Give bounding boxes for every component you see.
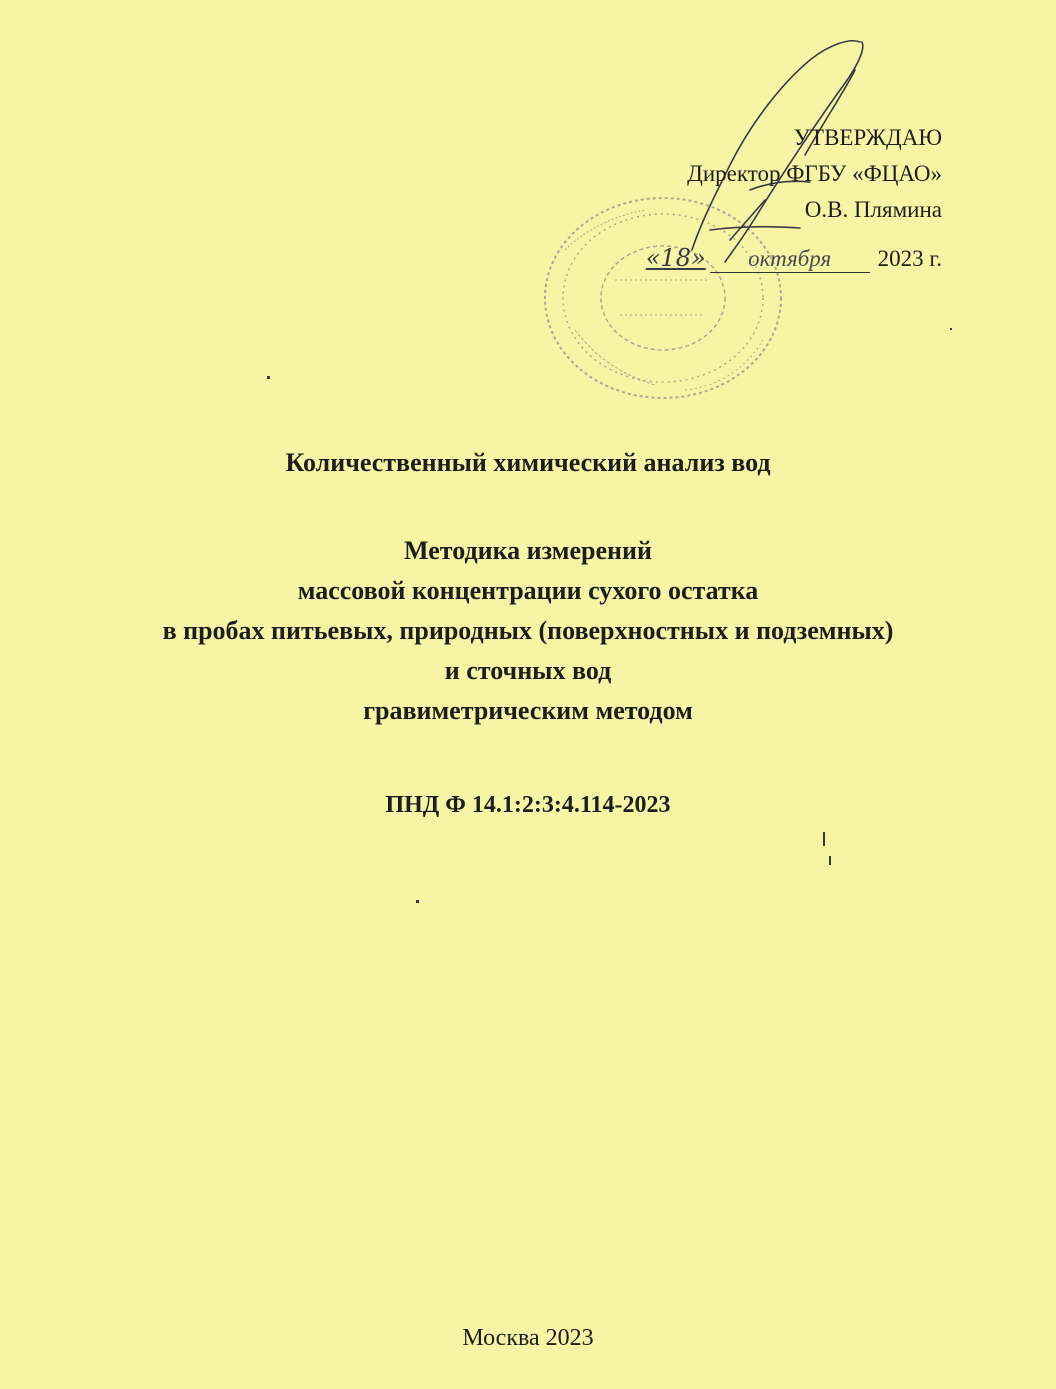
footer-city-year: Москва 2023 — [462, 1325, 594, 1351]
method-title-line: в пробах питьевых, природных (поверхностных и подземных) — [162, 616, 894, 645]
approval-date — [646, 240, 942, 277]
scan-speck — [829, 856, 831, 865]
approval-block — [646, 120, 942, 277]
scan-speck — [267, 376, 270, 379]
approval-heading: УТВЕРЖДАЮ — [793, 125, 942, 150]
approver-name: О.В. Плямина — [804, 197, 942, 222]
document-subject: Количественный химический анализ вод — [285, 448, 771, 477]
scan-speck — [950, 328, 952, 330]
method-title-line: Методика измерений — [404, 536, 652, 565]
approval-date-year: 2023 г. — [877, 246, 942, 271]
approval-date-month: октября — [710, 246, 870, 273]
method-title-line: и сточных вод — [444, 656, 612, 685]
method-title-line: массовой концентрации сухого остатка — [297, 576, 759, 605]
approver-position: Директор ФГБУ «ФЦАО» — [687, 161, 942, 186]
method-title-line: гравиметрическим методом — [363, 696, 693, 725]
approval-date-day: «18» — [645, 244, 706, 272]
document-code: ПНД Ф 14.1:2:3:4.114-2023 — [385, 792, 671, 818]
title-block — [0, 445, 1056, 823]
scan-speck — [823, 832, 825, 846]
method-title — [0, 531, 1056, 731]
scan-speck — [416, 900, 419, 903]
